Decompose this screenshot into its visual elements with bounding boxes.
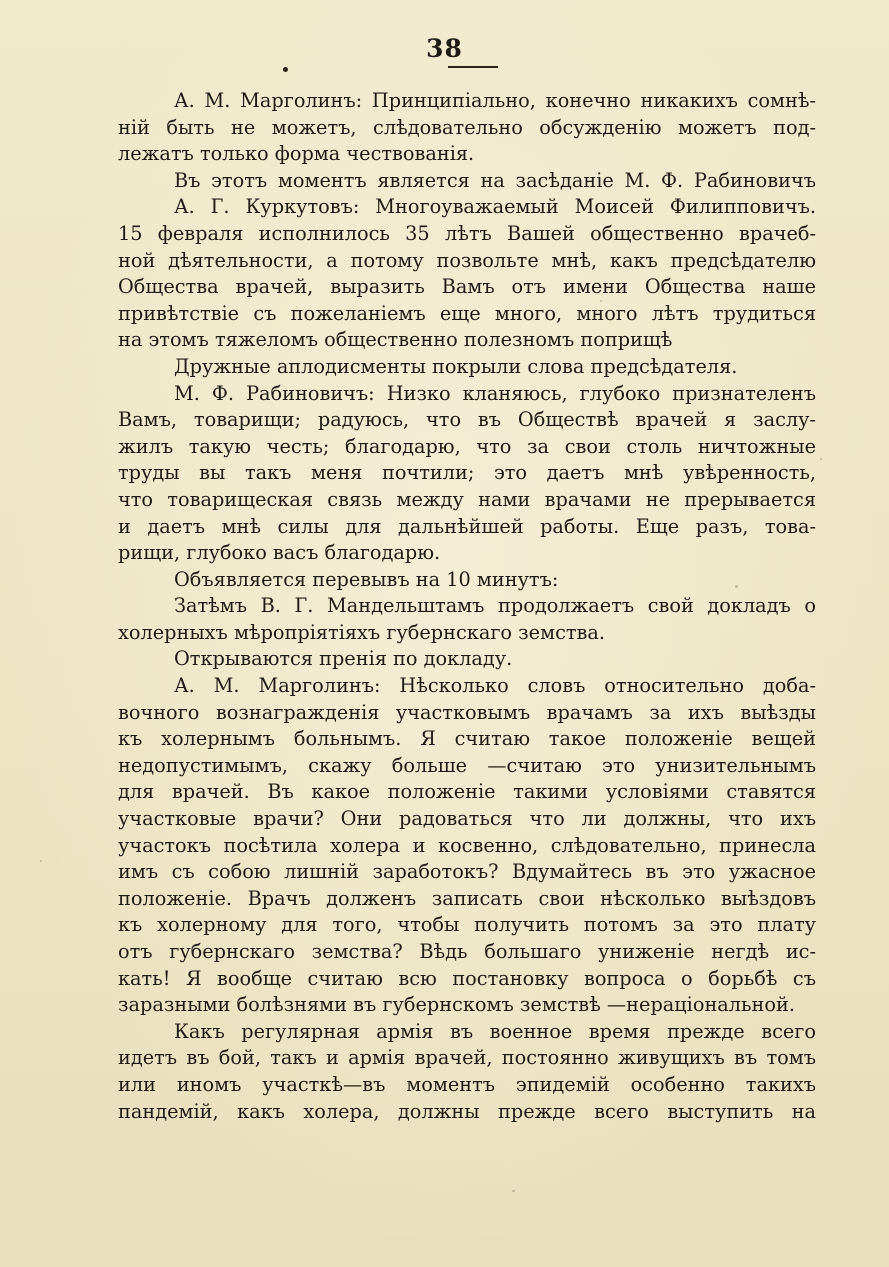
text-line: А. Г. Куркутовъ: Многоуважаемый Моисей Филипповичъ. bbox=[174, 195, 816, 219]
text-line: лежатъ только форма чествованія. bbox=[118, 142, 475, 166]
text-line: Общества врачей, выразить Вамъ отъ имени Общества наше bbox=[118, 275, 816, 299]
text-line: Вамъ, товарищи; радуюсь, что въ Обществѣ врачей я заслу- bbox=[118, 408, 816, 432]
text-line: Открываются пренія по докладу. bbox=[174, 647, 513, 671]
text-line: рищи, глубоко васъ благодарю. bbox=[118, 541, 441, 565]
text-line: Затѣмъ В. Г. Мандельштамъ продолжаетъ свой докладъ о bbox=[174, 594, 816, 618]
text-line: заразными болѣзнями въ губернскомъ земствѣ —нераціональной. bbox=[118, 993, 795, 1017]
text-line: къ холернымъ больнымъ. Я считаю такое положеніе вещей bbox=[118, 727, 816, 751]
text-line: ной дѣятельности, а потому позвольте мнѣ, какъ предсѣдателю bbox=[118, 248, 816, 272]
text-line: холерныхъ мѣропріятіяхъ губернскаго земства. bbox=[118, 620, 606, 644]
ink-dot bbox=[283, 67, 288, 72]
text-line: труды вы такъ меня почтили; это даетъ мнѣ увѣренность, bbox=[118, 461, 816, 485]
text-line: Объявляется перевывъ на 10 минутъ: bbox=[174, 567, 559, 591]
text-line: привѣтствіе съ пожеланіемъ еще много, много лѣтъ трудиться bbox=[118, 301, 816, 325]
text-line: Какъ регулярная армія въ военное время прежде всего bbox=[174, 1019, 816, 1043]
text-line: отъ губернскаго земства? Вѣдь большаго униженіе негдѣ ис- bbox=[118, 940, 816, 963]
text-line: что товарищеская связь между нами врачами не прерывается bbox=[118, 487, 816, 511]
text-line: вочного вознагражденія участковымъ врачамъ за ихъ выѣзды bbox=[118, 700, 816, 724]
text-line: А. М. Марголинъ: Нѣсколько словъ относительно доба- bbox=[174, 674, 816, 698]
page-number-underline bbox=[448, 66, 498, 68]
text-line: Въ этотъ моментъ является на засѣданіе М. Ф. Рабиновичъ bbox=[174, 168, 816, 192]
page-number: 38 bbox=[426, 34, 463, 63]
text-line: жилъ такую честь; благодарю, что за свои столь ничтожные bbox=[118, 434, 816, 458]
text-line: недопустимымъ, скажу больше —считаю это унизительнымъ bbox=[118, 753, 816, 777]
text-line: идетъ въ бой, такъ и армія врачей, постоянно живущихъ въ томъ bbox=[118, 1046, 816, 1070]
text-line: для врачей. Въ какое положеніе такими условіями ставятся bbox=[118, 780, 816, 804]
text-line: положеніе. Врачъ долженъ записать свои нѣсколько выѣздовъ bbox=[118, 886, 816, 910]
text-line: Дружные аплодисменты покрыли слова предсѣдателя. bbox=[174, 354, 738, 378]
text-line: на этомъ тяжеломъ общественно полезномъ поприщѣ bbox=[118, 328, 673, 352]
text-line: къ холерному для того, чтобы получить потомъ за это плату bbox=[118, 913, 816, 937]
text-line: или иномъ участкѣ—въ моментъ эпидемій особенно такихъ bbox=[118, 1072, 816, 1096]
text-line: ній быть не можетъ, слѣдовательно обсужденію можетъ под- bbox=[118, 115, 816, 139]
text-line: участокъ посѣтила холера и косвенно, слѣдовательно, принесла bbox=[118, 833, 816, 857]
text-line: пандемій, какъ холера, должны прежде всего выступить на bbox=[118, 1099, 816, 1123]
text-line: участковые врачи? Они радоваться что ли должны, что ихъ bbox=[118, 807, 816, 831]
text-line: и даетъ мнѣ силы для дальнѣйшей работы. Еще разъ, това- bbox=[118, 514, 816, 538]
text-line: М. Ф. Рабиновичъ: Низко кланяюсь, глубоко признателенъ bbox=[174, 381, 816, 405]
body-text bbox=[118, 88, 816, 1125]
text-line: имъ съ собою лишній заработокъ? Вдумайтесь въ это ужасное bbox=[118, 860, 816, 884]
text-line: А. М. Марголинъ: Принципіально, конечно никакихъ сомнѣ- bbox=[174, 89, 816, 112]
text-line: 15 февраля исполнилось 35 лѣтъ Вашей общественно врачеб- bbox=[118, 221, 816, 245]
text-line: кать! Я вообще считаю всю постановку вопроса о борьбѣ съ bbox=[118, 966, 816, 990]
